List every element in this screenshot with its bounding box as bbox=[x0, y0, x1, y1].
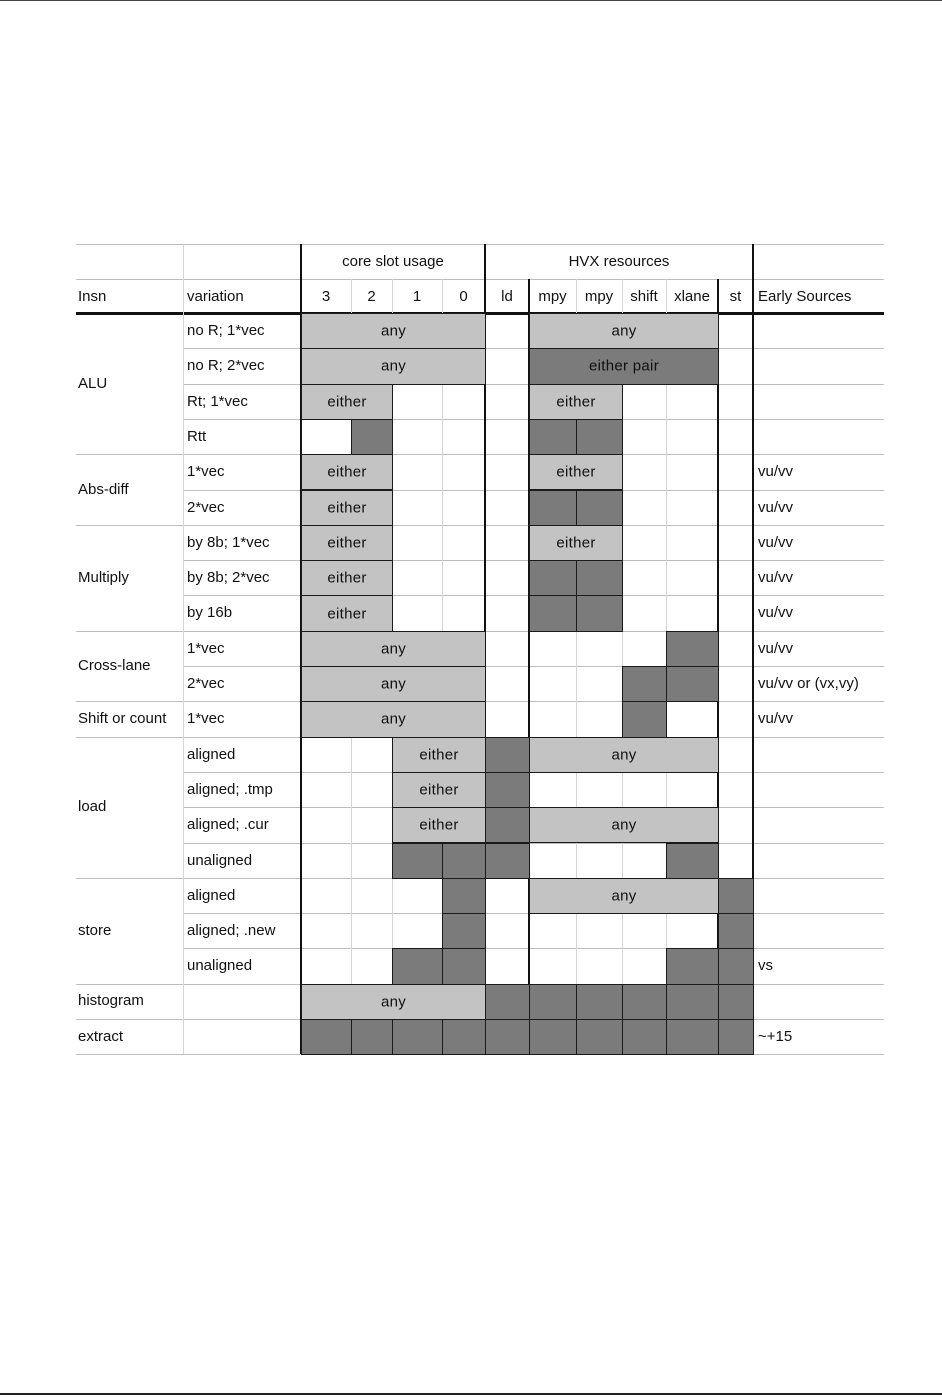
usage-block-dark bbox=[442, 1019, 486, 1055]
usage-block-light bbox=[301, 560, 393, 596]
usage-block-dark bbox=[666, 666, 719, 702]
header-resource-st: st bbox=[729, 288, 742, 305]
usage-block-label: either bbox=[327, 463, 367, 481]
variation-cell: aligned; .tmp bbox=[187, 780, 273, 798]
usage-block-label: either bbox=[327, 393, 367, 411]
variation-cell: aligned; .cur bbox=[187, 816, 269, 834]
usage-block-dark bbox=[392, 843, 443, 879]
usage-block-label: any bbox=[380, 357, 407, 375]
usage-block-light bbox=[529, 807, 719, 843]
usage-block-dark bbox=[576, 419, 623, 455]
usage-block-dark bbox=[666, 631, 719, 667]
header-variation: variation bbox=[187, 288, 244, 305]
header-resource-xlane: xlane bbox=[674, 288, 710, 305]
usage-block-dark bbox=[718, 1019, 754, 1055]
insn-group-multiply: Multiply bbox=[78, 568, 129, 586]
group-divider bbox=[76, 525, 884, 526]
variation-cell: by 8b; 2*vec bbox=[187, 569, 270, 587]
usage-block-light bbox=[392, 772, 486, 808]
usage-block-label: any bbox=[380, 993, 407, 1011]
early-sources-cell: vu/vv bbox=[758, 604, 794, 622]
header-slot-3: 3 bbox=[321, 288, 331, 305]
usage-block-label: any bbox=[611, 746, 637, 764]
variation-cell: Rtt bbox=[187, 427, 207, 445]
usage-block-label: either bbox=[419, 746, 459, 764]
usage-block-dark bbox=[666, 843, 719, 879]
usage-block-label: either bbox=[556, 393, 596, 411]
usage-block-light bbox=[529, 454, 623, 490]
usage-block-light bbox=[529, 525, 623, 561]
usage-block-dark bbox=[392, 948, 443, 984]
column-divider bbox=[183, 244, 184, 1054]
usage-block-light bbox=[301, 454, 393, 490]
insn-group-abs-diff: Abs-diff bbox=[78, 480, 129, 498]
insn-group-load: load bbox=[78, 798, 107, 816]
insn-group-shift-or-count: Shift or count bbox=[78, 709, 167, 727]
header-resource-mpy: mpy bbox=[584, 288, 614, 305]
usage-block-label: any bbox=[611, 322, 637, 340]
usage-block-label: any bbox=[380, 640, 407, 658]
usage-block-dark bbox=[718, 878, 754, 914]
variation-cell: Rt; 1*vec bbox=[187, 392, 248, 410]
usage-block-light bbox=[301, 631, 486, 667]
row-divider bbox=[183, 666, 884, 667]
header-resource-mpy: mpy bbox=[538, 288, 567, 305]
variation-cell: unaligned bbox=[187, 957, 253, 975]
usage-block-light bbox=[392, 807, 486, 843]
usage-block-light bbox=[301, 313, 486, 349]
header-resource-shift: shift bbox=[630, 288, 658, 305]
usage-block-dark bbox=[576, 984, 623, 1020]
usage-block-dark bbox=[666, 948, 719, 984]
usage-block-light bbox=[529, 384, 623, 420]
usage-block-dark bbox=[485, 984, 530, 1020]
variation-cell: aligned bbox=[187, 886, 236, 904]
insn-group-cross-lane: Cross-lane bbox=[78, 657, 151, 674]
variation-cell: 1*vec bbox=[187, 463, 225, 481]
usage-block-dark bbox=[529, 419, 577, 455]
early-sources-cell: vu/vv or (vx,vy) bbox=[758, 675, 859, 692]
usage-block-dark bbox=[529, 560, 577, 596]
usage-block-light bbox=[301, 701, 486, 737]
usage-block-light bbox=[529, 313, 719, 349]
usage-block-light bbox=[529, 737, 719, 773]
usage-block-light bbox=[392, 737, 486, 773]
usage-block-dark bbox=[576, 490, 623, 526]
variation-cell: by 8b; 1*vec bbox=[187, 533, 270, 551]
early-sources-cell: vs bbox=[758, 957, 773, 975]
usage-block-label: any bbox=[380, 322, 407, 340]
usage-block-dark bbox=[392, 1019, 443, 1055]
insn-group-alu: ALU bbox=[78, 374, 108, 392]
usage-block-dark bbox=[485, 1019, 530, 1055]
row-divider bbox=[183, 948, 884, 949]
usage-block-light bbox=[301, 666, 486, 702]
usage-block-label: either bbox=[327, 499, 367, 517]
usage-block-label: either bbox=[419, 816, 459, 834]
variation-cell: aligned bbox=[187, 745, 236, 763]
usage-block-dark bbox=[442, 913, 486, 949]
insn-group-histogram: histogram bbox=[78, 992, 144, 1010]
group-divider bbox=[76, 454, 884, 455]
early-sources-cell: vu/vv bbox=[758, 569, 794, 587]
variation-cell: no R; 1*vec bbox=[187, 322, 265, 339]
usage-block-dark bbox=[351, 1019, 393, 1055]
usage-block-dark bbox=[622, 666, 667, 702]
usage-block-white bbox=[301, 419, 352, 455]
header-insn: Insn bbox=[78, 288, 107, 305]
insn-group-extract: extract bbox=[78, 1027, 124, 1045]
usage-block-label: any bbox=[611, 816, 637, 834]
usage-block-dark bbox=[301, 1019, 352, 1055]
usage-block-dark bbox=[666, 1019, 719, 1055]
header-slot-0: 0 bbox=[459, 288, 468, 305]
early-sources-cell: vu/vv bbox=[758, 498, 794, 516]
usage-block-dark bbox=[529, 490, 577, 526]
usage-block-dark bbox=[718, 948, 754, 984]
usage-block-dark bbox=[485, 843, 530, 879]
usage-block-dark bbox=[529, 595, 577, 631]
usage-block-dark bbox=[529, 984, 577, 1020]
usage-block-dark bbox=[442, 948, 486, 984]
usage-block-light bbox=[529, 878, 719, 914]
usage-block-dark bbox=[622, 1019, 667, 1055]
usage-block-light bbox=[301, 595, 393, 631]
usage-block-dark bbox=[718, 984, 754, 1020]
usage-block-label: either bbox=[556, 534, 596, 552]
usage-block-label: either bbox=[419, 781, 459, 799]
header-top-line bbox=[76, 244, 884, 245]
usage-block-light bbox=[301, 384, 393, 420]
usage-block-light bbox=[301, 984, 486, 1020]
usage-block-label: either bbox=[327, 605, 367, 623]
early-sources-cell: vu/vv bbox=[758, 463, 794, 481]
usage-block-label: either pair bbox=[588, 357, 659, 375]
variation-cell: by 16b bbox=[187, 604, 233, 622]
variation-cell: 2*vec bbox=[187, 675, 225, 692]
variation-cell: aligned; .new bbox=[187, 922, 276, 940]
usage-block-label: any bbox=[380, 710, 407, 728]
usage-block-dark bbox=[485, 807, 530, 843]
insn-group-store: store bbox=[78, 921, 112, 939]
header-slot-1: 1 bbox=[412, 288, 422, 305]
header-mid-line bbox=[76, 279, 884, 280]
usage-block-dark bbox=[622, 984, 667, 1020]
header-slot-2: 2 bbox=[367, 288, 376, 305]
usage-block-dark bbox=[529, 1019, 577, 1055]
usage-block-dark bbox=[576, 1019, 623, 1055]
header-resource-ld: ld bbox=[501, 288, 513, 305]
usage-block-light bbox=[301, 490, 393, 526]
usage-block-label: either bbox=[327, 569, 367, 587]
variation-cell: 1*vec bbox=[187, 710, 225, 728]
usage-block-dark bbox=[529, 348, 719, 384]
variation-cell: 2*vec bbox=[187, 498, 225, 516]
header-hvx-resources: HVX resources bbox=[568, 253, 670, 270]
header-early-sources: Early Sources bbox=[758, 288, 852, 305]
early-sources-cell: vu/vv bbox=[758, 533, 794, 551]
usage-block-light bbox=[301, 348, 486, 384]
usage-block-dark bbox=[718, 913, 754, 949]
usage-block-dark bbox=[666, 984, 719, 1020]
usage-block-dark bbox=[622, 701, 667, 737]
usage-block-dark bbox=[485, 772, 530, 808]
early-sources-cell: vu/vv bbox=[758, 710, 794, 728]
usage-block-label: either bbox=[556, 463, 596, 481]
usage-block-label: any bbox=[380, 675, 407, 693]
usage-block-label: any bbox=[611, 887, 637, 905]
usage-block-dark bbox=[442, 878, 486, 914]
usage-block-dark bbox=[576, 595, 623, 631]
usage-block-dark bbox=[576, 560, 623, 596]
usage-block-light bbox=[301, 525, 393, 561]
usage-block-dark bbox=[351, 419, 393, 455]
page-bottom-rule bbox=[0, 1393, 942, 1395]
early-sources-cell: vu/vv bbox=[758, 639, 794, 657]
early-sources-cell: ~+15 bbox=[758, 1028, 793, 1045]
usage-block-label: either bbox=[327, 534, 367, 552]
variation-cell: unaligned bbox=[187, 851, 253, 869]
variation-cell: no R; 2*vec bbox=[187, 357, 265, 375]
usage-block-dark bbox=[485, 737, 530, 773]
header-core-slot-usage: core slot usage bbox=[342, 253, 444, 270]
usage-block-dark bbox=[442, 843, 486, 879]
variation-cell: 1*vec bbox=[187, 639, 225, 657]
